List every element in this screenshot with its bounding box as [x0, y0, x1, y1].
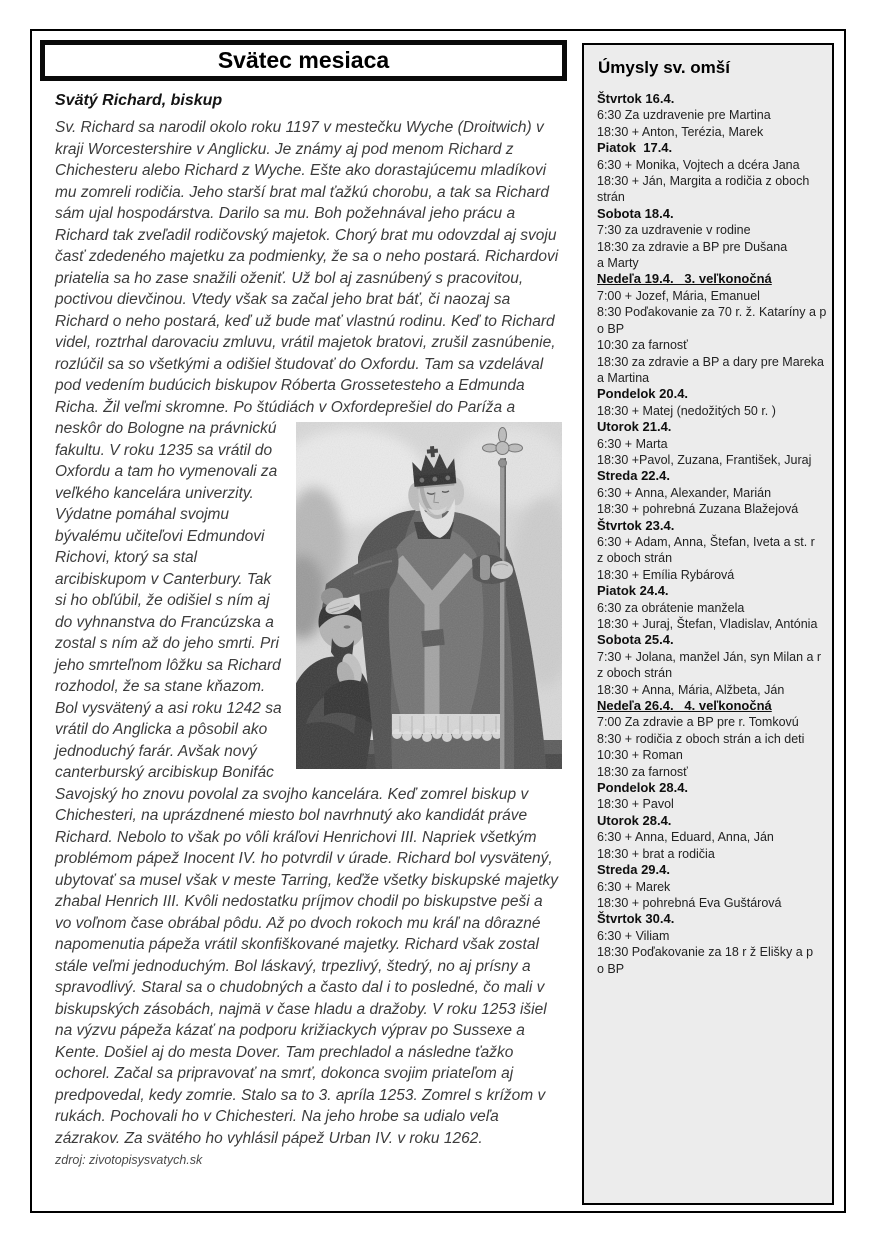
mass-line: o BP — [597, 961, 625, 976]
mass-line: 18:30 + Pavol — [597, 797, 674, 812]
mass-line: 18:30 + Juraj, Štefan, Vladislav, Antónia — [597, 617, 818, 631]
article-text-top: Sv. Richard sa narodil okolo roku 1197 v mestečku Wyche (Droitwich) v kraji Worcestershire v Anglicku. Je známy aj pod menom Richard z Chichesteru alebo Richard z Wyche. Ešte ako dorastajúcemu mladíkovi mu zomreli rodičia. Jeho starší brat mal ťažkú chorobu, a tak sa Richard sám ujal hospodárstva. Darilo sa mu. Boh požehnával jeho prácu a Richard tak zveľadil rodičovský majetok. Chorý brat mu odovzdal aj svoju časť zdedeného majetku za podmienky, že sa o neho postará. Richardovi priatelia sa ho zase snažili oženiť. Už bol aj zasnúbený s pracovitou, poctivou dievčinou. Vtedy však sa začal jeho brat báť, či naozaj sa Richard o neho postará, keď už bude mať vlastnú rodinu. Keď to Richard videl, roztrhal darovaciu zmluvu, vrátil majetok bratovi, zrušil zasnúbenie, rozlúčil sa so všetkými a odišiel študovať do Oxfordu. Tam sa vzdelával pod vedením budúcich biskupov Róberta Grossetesteho a Edmunda Richa. Žil veľmi skromne. Po štúdiách v Oxforde — [55, 119, 559, 416]
mass-day-header: Piatok 17.4. — [597, 140, 673, 156]
article — [55, 92, 562, 1169]
mass-day-block — [597, 271, 827, 386]
mass-line: 18:30 + Emília Rybárová — [597, 567, 735, 582]
mass-day-header: Pondelok 28.4. — [597, 780, 689, 796]
section-title: Svätec mesiaca — [217, 47, 390, 73]
mass-line: a Marty — [597, 256, 639, 271]
mass-day-block — [597, 632, 821, 698]
mass-line: 7:00 + Jozef, Mária, Emanuel — [597, 288, 760, 303]
mass-line: 10:30 za farnosť — [597, 338, 688, 353]
mass-line: 18:30 + brat a rodičia — [597, 846, 715, 861]
mass-day-header: Nedeľa 19.4. 3. veľkonočná — [597, 271, 772, 287]
mass-line: 18:30 + pohrebná Zuzana Blažejová — [597, 502, 799, 517]
mass-intentions-panel — [582, 43, 834, 1205]
mass-day-block — [597, 583, 821, 632]
mass-line: a Martina — [597, 370, 650, 385]
article-heading: Svätý Richard, biskup — [55, 92, 223, 109]
mass-line: z oboch strán — [597, 666, 673, 681]
mass-intentions-list — [597, 91, 827, 977]
mass-day-header: Streda 22.4. — [597, 468, 670, 484]
mass-line: 18:30 + Ján, Margita a rodičia z oboch — [597, 174, 810, 189]
article-text-rest: prešiel do Paríža a neskôr do Bologne na právnickú fakultu. V roku 1235 sa vrátil do Oxfordu a tam ho vymenovali za veľkého kancelára univerzity. Výdatne pomáhal svojmu bývalému učiteľovi Edmundovi Richovi, ktorý sa stal arcibiskupom v Canterbury. Tak si ho obľúbil, že odišiel s ním aj do vyhnanstva do Francúzska a zostal s ním až do jeho smrti. Pri jeho smrteľnom lôžku sa Richard rozhodol, že sa stane kňazom. Bol vysvätený a asi roku 1242 sa vrátil do Anglicka a pôsobil ako jednoduchý farár. Avšak nový canterburský arcibiskup Bonifác Savojský ho znovu povolal za svojho kancelára. Keď zomrel biskup v Chichesteri, na uprázdnené miesto bol navrhnutý ako kandidát práve Richard. Nebolo to však po vôli kráľovi Henrichovi III. Napriek všetkým problémom pápež Inocent IV. ho potvrdil v úrade. Richard bol vysvätený, ubytovať sa musel však v meste Tarring, keďže všetky biskupské majetky zhabal Henrich III. Kvôli nedostatku príjmov chodil po biskupstve peši a vo voľnom čase obrábal pôdu. Až po dvoch rokoch mu kráľ na dôrazné napomenutia pápeža vrátil skonfiškované majetky. Richard však zostal stále veľmi jednoduchým. Bol láskavý, trpezlivý, štedrý, no aj prísny a spravodlivý. Staral sa o chudobných a často dal i to posledné, čo mali v biskupských zásobách, najmä v čase hladu a dražoby. V roku 1253 išiel na výzvu pápeža kázať na podporu križiackych výprav po Sussexe a Kente. Došiel aj do mesta Dover. Tam prechladol a následne ťažko ochorel. Začal sa pripravovať na smrť, dokonca svojim priateľom aj predpovedal, kedy zomrie. Stalo sa to 3. apríla 1253. Zomrel s krížom v rukách. Pochovali ho v Chichesteri. Na jeho hrobe sa udialo veľa zázrakov. Za svätého ho vyhlásil pápež Urban IV. v roku 1262. — [55, 398, 559, 1147]
mass-line: 18:30 za zdravie a BP a dary pre Mareka — [597, 354, 824, 369]
mass-day-header: Utorok 28.4. — [597, 812, 672, 828]
mass-intentions-title: Úmysly sv. omší — [598, 58, 730, 77]
mass-day-block — [597, 911, 821, 977]
mass-line: 6:30 + Anna, Alexander, Marián — [597, 485, 772, 500]
mass-line: 6:30 + Monika, Vojtech a dcéra Jana — [597, 157, 800, 172]
mass-day-header: Piatok 24.4. — [597, 583, 669, 599]
article-paragraph — [55, 117, 562, 1169]
mass-line: 7:30 + Jolana, manžel Ján, syn Milan a r — [597, 649, 822, 664]
mass-line: 6:30 + Anna, Eduard, Anna, Ján — [597, 830, 774, 845]
mass-day-header: Sobota 18.4. — [597, 205, 674, 221]
mass-line: 10:30 + Roman — [597, 748, 683, 763]
saint-richard-painting — [296, 422, 562, 769]
mass-day-header: Nedeľa 26.4. 4. veľkonočná — [597, 698, 772, 714]
mass-line: 18:30 + Anton, Terézia, Marek — [597, 124, 764, 139]
mass-line: 18:30 +Pavol, Zuzana, František, Juraj — [597, 452, 812, 467]
mass-day-block — [597, 862, 821, 911]
saint-richard-painting-svg — [296, 422, 562, 769]
mass-line: 8:30 Poďakovanie za 70 r. ž. Kataríny a p — [597, 305, 827, 320]
mass-day-header: Sobota 25.4. — [597, 632, 674, 648]
mass-line: 6:30 + Marta — [597, 436, 668, 451]
mass-day-block — [597, 698, 821, 780]
mass-line: 6:30 za obrátenie manžela — [597, 600, 745, 615]
mass-day-block — [597, 468, 821, 517]
mass-day-header: Štvrtok 16.4. — [597, 91, 675, 106]
mass-day-block — [597, 140, 821, 206]
mass-line: 18:30 + Matej (nedožitých 50 r. ) — [597, 403, 776, 418]
mass-line: 18:30 za farnosť — [597, 764, 688, 779]
mass-day-block — [597, 780, 821, 813]
mass-day-header: Štvrtok 23.4. — [597, 517, 675, 533]
mass-line: 6:30 Za uzdravenie pre Martina — [597, 108, 771, 123]
mass-line: z oboch strán — [597, 551, 673, 566]
mass-day-block — [597, 206, 821, 272]
mass-day-header: Štvrtok 30.4. — [597, 911, 675, 927]
mass-day-header: Pondelok 20.4. — [597, 386, 689, 402]
mass-line: o BP — [597, 321, 625, 336]
section-title-box — [40, 40, 567, 81]
mass-line: 18:30 + Anna, Mária, Alžbeta, Ján — [597, 682, 785, 697]
article-source: zdroj: zivotopisysvatych.sk — [55, 1153, 203, 1167]
mass-line: 7:00 Za zdravie a BP pre r. Tomkovú — [597, 715, 799, 730]
mass-day-block — [597, 91, 821, 140]
mass-line: 18:30 Poďakovanie za 18 r ž Elišky a p — [597, 945, 814, 960]
mass-line: 8:30 + rodičia z oboch strán a ich deti — [597, 731, 805, 746]
mass-day-block — [597, 518, 821, 584]
mass-line: 6:30 + Marek — [597, 879, 671, 894]
mass-line: 18:30 za zdravie a BP pre Dušana — [597, 239, 788, 254]
mass-day-block — [597, 813, 821, 862]
mass-day-header: Utorok 21.4. — [597, 419, 672, 435]
mass-line: 6:30 + Adam, Anna, Štefan, Iveta a st. r — [597, 534, 815, 549]
mass-line: strán — [597, 190, 625, 205]
mass-day-block — [597, 419, 821, 468]
mass-line: 7:30 za uzdravenie v rodine — [597, 223, 751, 238]
mass-line: 18:30 + pohrebná Eva Guštárová — [597, 895, 782, 910]
mass-day-block — [597, 386, 821, 419]
mass-day-header: Streda 29.4. — [597, 862, 670, 878]
mass-line: 6:30 + Viliam — [597, 928, 670, 943]
